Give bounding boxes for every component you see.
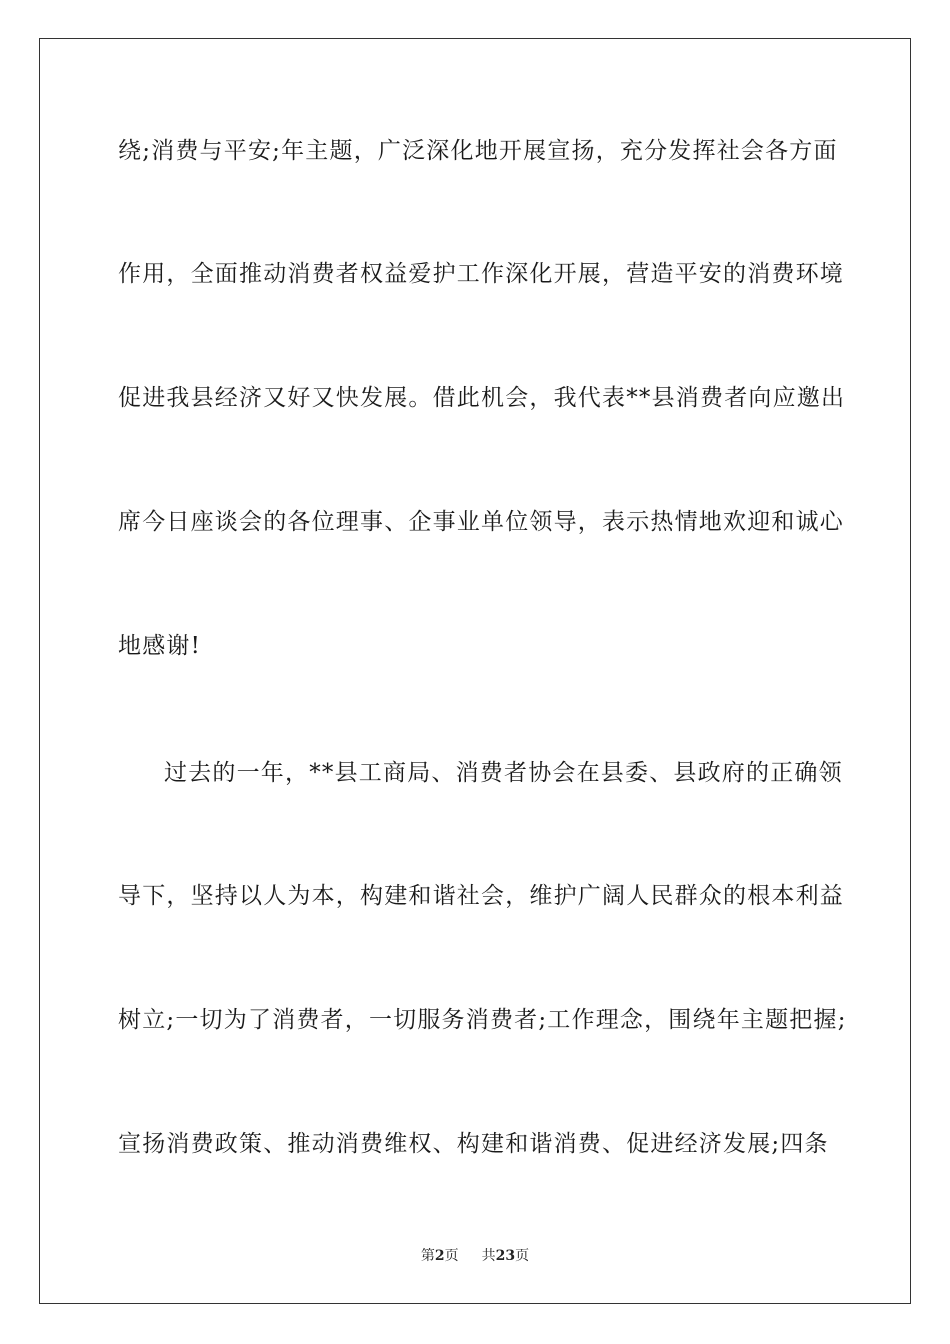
body-text-line: 促进我县经济又好又快发展。借此机会，我代表**县消费者向应邀出 [118,385,846,411]
page-number-label: 第2页 [420,1248,459,1264]
body-text-line: 地感谢! [118,633,202,659]
body-text-line: 席今日座谈会的各位理事、企事业单位领导，表示热情地欢迎和诚心 [118,509,844,535]
total-pages-label: 共23页 [481,1248,530,1264]
page-border [39,38,911,1304]
body-text-line: 宣扬消费政策、推动消费维权、构建和谐消费、促进经济发展;四条 [118,1131,829,1157]
body-text-line: 绕;消费与平安;年主题，广泛深化地开展宣扬，充分发挥社会各方面 [118,138,838,164]
page-footer [0,1246,950,1266]
body-text-line-indented: 过去的一年，**县工商局、消费者协会在县委、县政府的正确领 [164,760,843,786]
total-page-count: 23 [495,1248,516,1264]
current-page-number: 2 [434,1248,445,1264]
body-text-line: 作用，全面推动消费者权益爱护工作深化开展，营造平安的消费环境 [118,261,844,287]
body-text-line: 导下，坚持以人为本，构建和谐社会，维护广阔人民群众的根本利益 [118,883,844,909]
body-text-line: 树立;一切为了消费者，一切服务消费者;工作理念，围绕年主题把握; [118,1007,847,1033]
